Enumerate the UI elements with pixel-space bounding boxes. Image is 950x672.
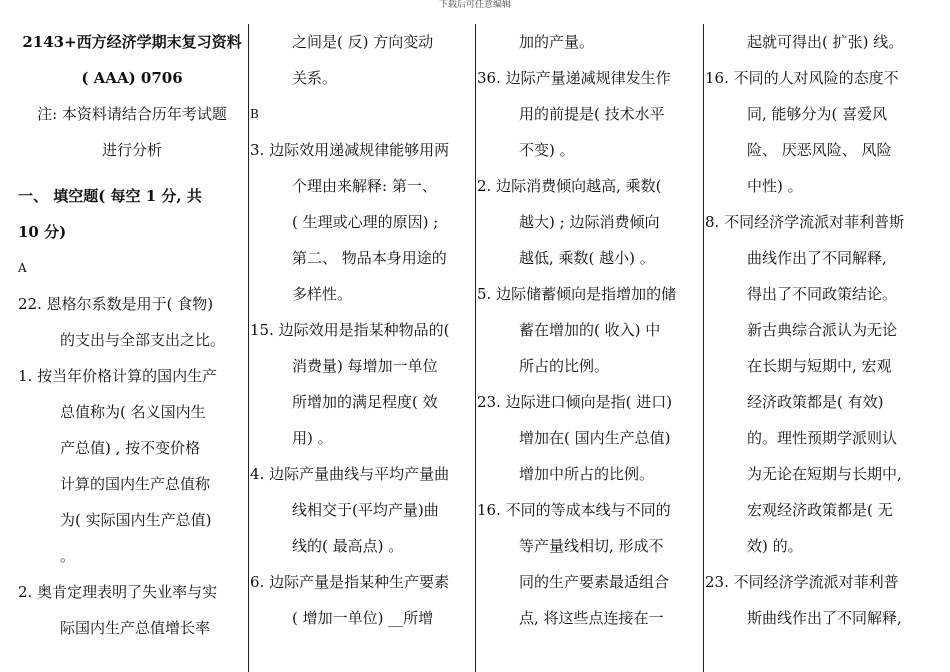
list-item: 36. 边际产量递减规律发生作 用的前提是( 技术水平 不变) 。 — [477, 69, 671, 159]
column-3 — [477, 24, 702, 672]
list-item: 23. 边际进口倾向是指( 进口) 增加在( 国内生产总值) 增加中所占的比例。 — [477, 393, 673, 483]
note-line: 注: 本资料请结合历年考试题 — [37, 105, 227, 123]
column-divider — [248, 24, 249, 672]
list-item: 23. 不同经济学流派对菲利普 斯曲线作出了不同解释, — [705, 573, 902, 627]
list-item: 1. 按当年价格计算的国内生产 总值称为( 名义国内生 产总值) , 按不变价格 计算的国内生产总值称 为( 实际国内生产总值) 。 — [18, 367, 218, 565]
group-mark: A — [18, 261, 27, 275]
group-mark: B — [250, 107, 259, 121]
section-heading: 一、 填空题( 每空 1 分, 共 — [18, 187, 202, 205]
doc-code: ( AAA) 0706 — [81, 69, 183, 87]
list-item-continued: 起就可得出( 扩张) 线。 — [747, 33, 904, 51]
list-item: 8. 不同经济学流派对菲利普斯 曲线作出了不同解释, 得出了不同政策结论。 新古典综合派认为无论 在长期与短期中, 宏观 经济政策都是( 有效) 的。理性预期学派则认 为无论在短期与长期中, 宏观经济政策都是( 无 效) 的。 — [705, 213, 905, 555]
column-divider — [475, 24, 476, 672]
list-item: 16. 不同的等成本线与不同的 等产量线相切, 形成不 同的生产要素最适组合 点, 将这些点连接在一 — [477, 501, 671, 627]
column-2 — [250, 24, 474, 672]
list-item-continued: 加的产量。 — [519, 33, 595, 51]
list-item: 2. 奥肯定理表明了失业率与实 际国内生产总值增长率 — [18, 583, 218, 637]
list-item: 4. 边际产量曲线与平均产量曲 线相交于(平均产量)曲 线的( 最高点) 。 — [250, 465, 450, 555]
column-1 — [18, 24, 246, 672]
list-item: 15. 边际效用是指某种物品的( 消费量) 每增加一单位 所增加的满足程度( 效 用) 。 — [250, 321, 450, 447]
section-heading: 10 分) — [18, 223, 67, 241]
doc-title: 2143+西方经济学期末复习资料 — [22, 33, 242, 51]
page-header: 下载后可任意编辑 — [438, 0, 511, 10]
column-divider — [703, 24, 704, 672]
list-item: 2. 边际消费倾向越高, 乘数( 越大) ; 边际消费倾向 越低, 乘数( 越小) 。 — [477, 177, 662, 267]
list-item: 22. 恩格尔系数是用于( 食物) 的支出与全部支出之比。 — [18, 295, 226, 349]
list-item: 5. 边际储蓄倾向是指增加的储 蓄在增加的( 收入) 中 所占的比例。 — [477, 285, 677, 375]
note-line: 进行分析 — [101, 141, 162, 159]
list-item: 16. 不同的人对风险的态度不 同, 能够分为( 喜爱风 险、 厌恶风险、 风险 中性) 。 — [705, 69, 899, 195]
list-item: 6. 边际产量是指某种生产要素 ( 增加一单位) __所增 — [250, 573, 450, 627]
list-item: 3. 边际效用递减规律能够用两 个理由来解释: 第一、 ( 生理或心理的原因) ; 第二、 物品本身用途的 多样性。 — [250, 141, 450, 303]
list-item-continued: 之间是( 反) 方向变动 关系。 — [292, 33, 434, 87]
column-4 — [705, 24, 935, 672]
